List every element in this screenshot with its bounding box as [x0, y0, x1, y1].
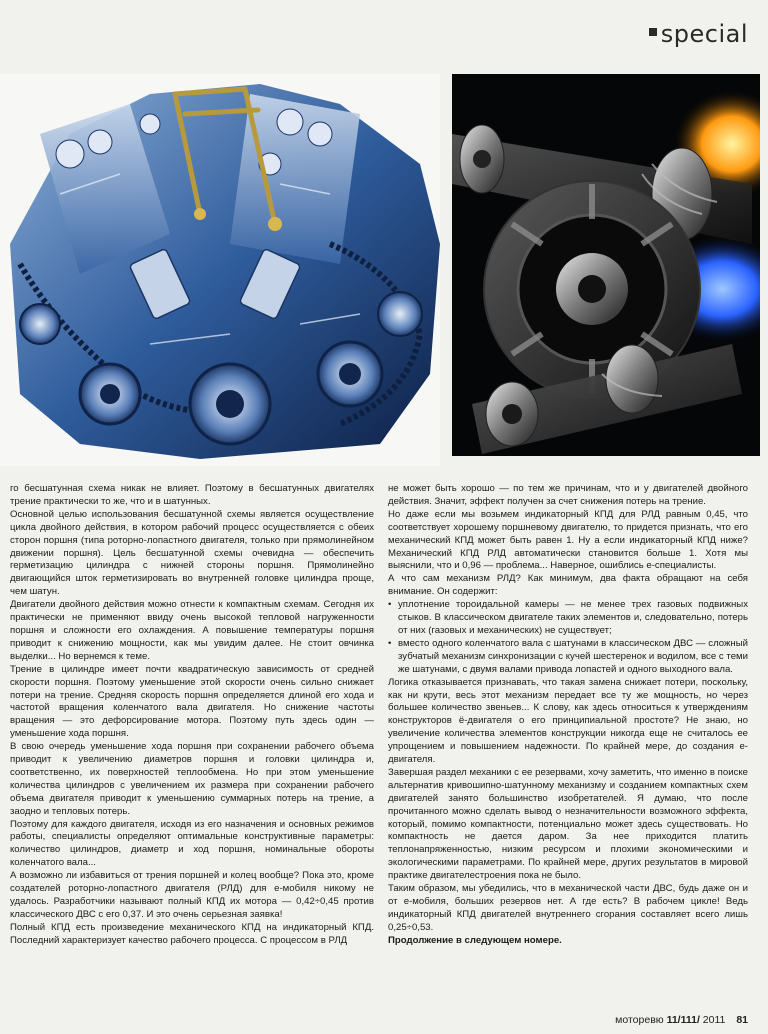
magazine-name: моторевю	[615, 1014, 664, 1026]
rotary-mechanism-photo	[452, 74, 760, 456]
page-number: 81	[736, 1014, 748, 1026]
paragraph: Трение в цилиндре имеет почти квадратическую зависимость от средней скорости поршня. Поэтому уменьшение этой скорости очень сильно снижает потери на трение. Средняя скорость поршня определяется длиной его хода и частотой вращения коленчатого вала двигателя. Но снижение частоты вращения — это дефорсирование мотора. Поэтому путь здесь один — уменьшение хода поршня.	[10, 663, 374, 740]
left-text-column	[10, 483, 374, 948]
paragraph: не может быть хорошо — по тем же причинам, что и у двигателей двойного действия. Значит, эффект получен за счет снижения потерь на трение.	[388, 483, 748, 507]
continued-note: Продолжение в следующем номере.	[388, 934, 562, 946]
paragraph: Но даже если мы возьмем индикаторный КПД для РЛД равным 0,45, что соответствует хорошему поршневому двигателю, то придется признать, что его механический КПД может быть равен 1. Ну а если индикаторный КПД ниже? Механический КПД РЛД автоматически становится больше 1. Хотя мы выяснили, что и 0,96 — проблема... Наверное, ошиблись е-специалисты.	[388, 508, 748, 572]
engine-cutaway-icon	[0, 74, 440, 466]
issue-number: 11/111/	[666, 1014, 700, 1026]
paragraph: Основной целью использования бесшатунной схемы является осуществление цикла двойного действия, в котором рабочий процесс осуществляется с обеих сторон поршня (типа роторно-лопастного двигателя, только при прямолинейном движении поршня). Цель бесшатунной схемы очевидна — обеспечить герметизацию цилиндра с нижней стороны поршня. Прямолинейно двигающийся шток герметизировать во внутренней головке цилиндра проще, чем шатун.	[10, 508, 374, 598]
square-bullet-icon	[649, 28, 657, 36]
bullet-item: • уплотнение тороидальной камеры — не менее трех газовых подвижных стыков. В классическом двигателе таких элементов и, следовательно, потерь от них (газовых и механических) не существует;	[388, 599, 748, 638]
right-text-column	[388, 483, 748, 948]
paragraph: Поэтому для каждого двигателя, исходя из его назначения и основных режимов работы, специалисты определяют оптимальные конструктивные параметры: количество цилиндров, диаметр и ход поршня, номинальные обороты коленчатого вала...	[10, 818, 374, 869]
paragraph: Логика отказывается признавать, что такая замена снижает потери, поскольку, как ни крути, весь этот механизм передает все ту же мощность, но через большее количество звеньев... К слову, как здесь относиться к утверждениям конструкторов ё-двигателя о его принципиальной простоте? Не знаю, но увеличение количества элементов конструкции никогда еще не считалось ее упрощением и повышением надежности. По крайней мере, до создания е-двигателя.	[388, 676, 748, 766]
section-tag: special	[649, 20, 748, 48]
paragraph: А что сам механизм РЛД? Как минимум, два факта обращают на себя внимание. Он содержит:	[388, 573, 748, 598]
paragraph: А возможно ли избавиться от трения поршней и колец вообще? Пока это, кроме создателей роторно-лопастного двигателя (РЛД) для е-мобиля никому не удалось. Разработчики называют полный КПД их мотора — 0,42÷0,45 против классического ДВС с его 0,37. И это очень серьезная заявка!	[10, 870, 374, 920]
paragraph: Таким образом, мы убедились, что в механической части ДВС, будь даже он и от е-мобиля, больших резервов нет. А где есть? В рабочем цикле! Ведь индикаторный КПД двигателей внутреннего сгорания составляет всего лишь 0,25÷0,53.	[388, 883, 748, 933]
paragraph: го бесшатунная схема никак не влияет. Поэтому в бесшатунных двигателях трение практически то же, что и в шатунных.	[10, 483, 374, 507]
paragraph: Двигатели двойного действия можно отнести к компактным схемам. Сегодня их практически не применяют ввиду очень высокой тепловой нагруженности поршня и сложности его охлаждения. А повышение температуры поршня приводит к снижению мощности, как мы увидим далее. Не стоит овчинка выделки... Но вернемся к теме.	[10, 599, 374, 662]
paragraph: Полный КПД есть произведение механического КПД на индикаторный КПД. Последний характеризует качество рабочего процесса. С процессом в РЛД	[10, 921, 374, 946]
bullet-item: • вместо одного коленчатого вала с шатунами в классическом ДВС — сложный зубчатый механизм синхронизации с кучей шестеренок и водилом, все с теми же шатунами, с двумя валами привода лопастей и одного выходного вала.	[388, 638, 748, 677]
engine-cutaway-photo	[0, 74, 440, 466]
paragraph: В свою очередь уменьшение хода поршня при сохранении рабочего объема приводит к увеличению диаметров поршня и головки цилиндра и, соответственно, их поверхностей теплообмена. Но при этом уменьшение количества цилиндров с увеличением их размера при сохранении рабочего объема двигателя приводит к уменьшению суммарных потерь на трение, а заодно и тепловых потерь.	[10, 741, 374, 817]
issue-year: 2011	[702, 1014, 726, 1026]
page-footer	[615, 1014, 748, 1026]
rotary-mechanism-render-icon	[452, 74, 760, 456]
paragraph: Завершая раздел механики с ее резервами, хочу заметить, что именно в поиске альтернатив кривошипно-шатунному механизму и созданием компактных схем двигателей занято большинство изобретателей. Я думаю, что после прочитанного можно сделать вывод о незначительности возможного эффекта, который, помимо компактности, потенциально может здесь существовать. Но компактность не дается даром. За нее приходится платить теплонапряженностью, низким ресурсом и плохими экономическими и экологическими параметрами. По крайней мере, других результатов в мировой практике двигателестроения пока не было.	[388, 766, 748, 882]
